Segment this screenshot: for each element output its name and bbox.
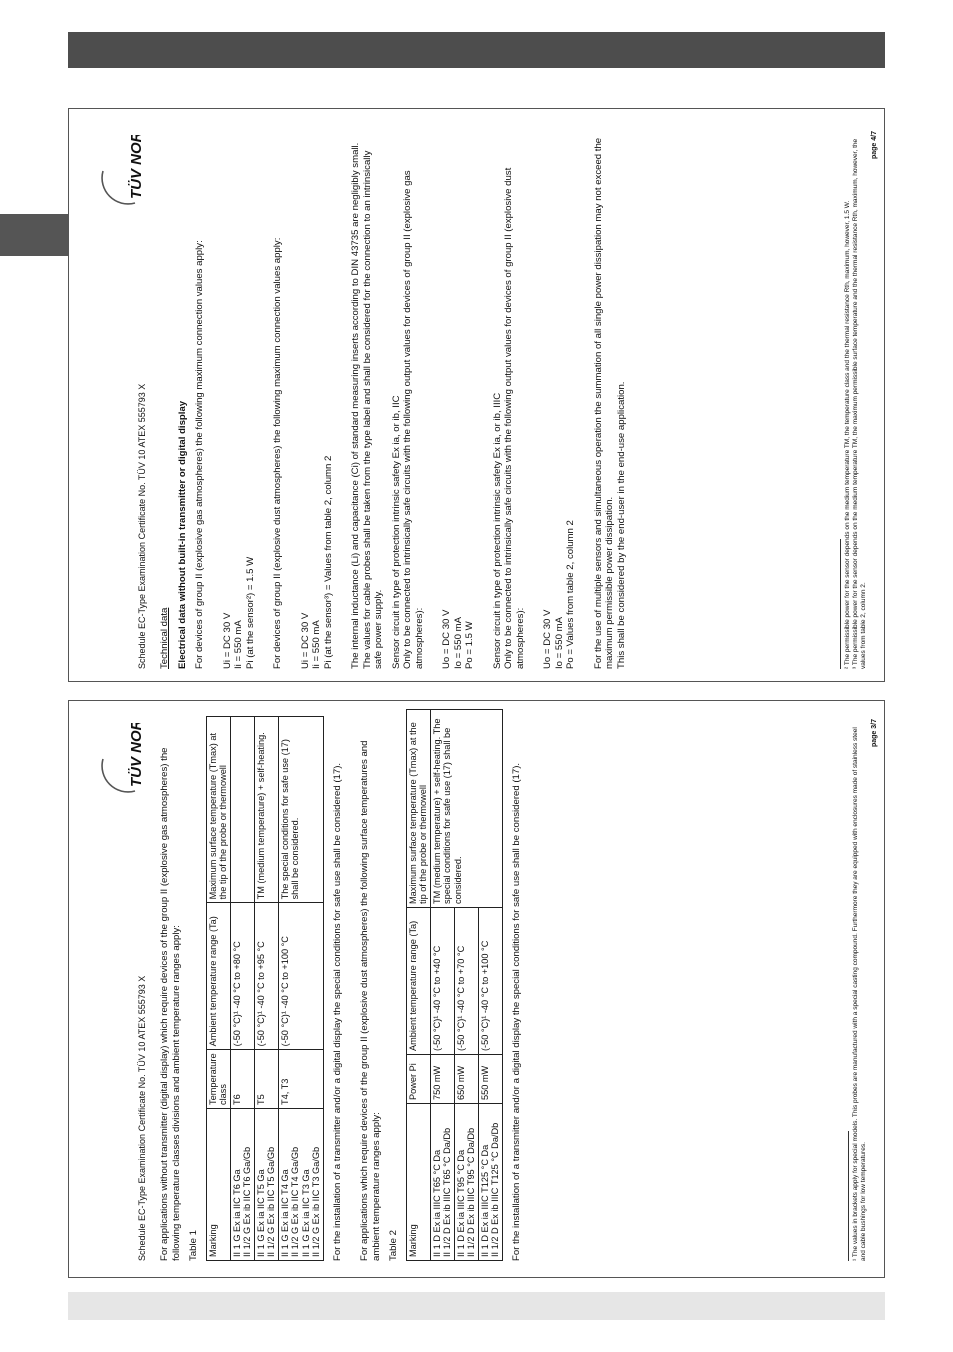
sensor-gas-value: Uo = DC 30 V: [441, 609, 452, 669]
marking-cell: II 1 G Ex ia IIC T5 Ga II 1/2 G Ex ib IIC T5 Ga/Gb: [254, 1109, 278, 1261]
certificate-number: Schedule EC-Type Examination Certificate No. TÜV 10 ATEX 555793 X: [137, 383, 147, 669]
temperature-class-cell: T5: [254, 1050, 278, 1109]
sensor-gas-value: Po = 1.5 W: [464, 621, 475, 669]
table-row: [430, 710, 454, 1261]
top-header-bar: [68, 32, 885, 68]
gas-value: Ii = 550 mA: [233, 620, 244, 669]
electrical-data-heading: Electrical data without built-in transmitter or digital display: [176, 400, 188, 669]
table-header-row: [406, 710, 430, 1261]
col-header-max-surface-temp: Maximum surface temperature (Tmax) at the tip of the probe or thermowell: [406, 710, 430, 908]
ambient-range-cell: (-50 °C)¹ -40 °C to +70 °C: [454, 908, 478, 1055]
max-surface-temp-cell: TM (medium temperature) + self-heating.: [254, 717, 278, 903]
ambient-range-cell: (-50 °C)¹ -40 °C to +100 °C: [478, 908, 502, 1055]
table-row: [254, 717, 278, 1261]
temperature-class-cell: T6: [230, 1050, 254, 1109]
table-1-title: Table 1: [188, 1230, 199, 1261]
page-number: page 3/7: [871, 719, 878, 748]
gas-value: Ui = DC 30 V: [221, 612, 233, 669]
dust-applications-intro: For applications which require devices of the group II (explosive dust atmospheres) the following surface temperatures and ambient temperature ranges apply:: [359, 740, 382, 1261]
max-surface-temp-cell: The special conditions for safe use (17) shall be considered.: [278, 717, 323, 903]
sensor-gas-text: Only to be connected to intrinsically safe circuits with the following output values for devices of group II (explosive gas atmospheres):: [402, 170, 425, 669]
logo-wordmark: TÜV NORD: [128, 723, 145, 787]
marking-cell: II 1 G Ex ia IIC T6 Ga II 1/2 G Ex ib IIC T6 Ga/Gb: [230, 1109, 254, 1261]
dust-intro: For devices of group II (explosive dust atmospheres) the following maximum connection values apply:: [272, 237, 283, 669]
side-tab-marker: [0, 214, 68, 256]
install-note-2: For the installation of a transmitter and/or a digital display the special conditions for safe use shall be considered (17).: [510, 762, 522, 1261]
tuv-nord-logo: [95, 723, 151, 803]
power-cell: 650 mW: [454, 1055, 478, 1104]
power-cell: 750 mW: [430, 1055, 454, 1104]
sensor-dust-value: Po = Values from table 2, column 2: [565, 520, 576, 669]
dust-value: Ii = 550 mA: [311, 620, 322, 669]
col-header-power: Power Pi: [406, 1055, 430, 1104]
col-header-ambient-range: Ambient temperature range (Ta): [406, 908, 430, 1055]
marking-cell: II 1 D Ex ia IIIC T95 °C Da II 1/2 D Ex ib IIIC T95 °C Da/Db: [454, 1104, 478, 1261]
max-surface-temp-cell: [230, 717, 254, 903]
gas-intro: For devices of group II (explosive gas atmospheres) the following maximum connection values apply:: [194, 240, 205, 669]
multi-sensor-note: This shall be considered by the end-user in the end-use application.: [615, 381, 627, 669]
certificate-number: Schedule EC-Type Examination Certificate No. TÜV 10 ATEX 555793 X: [137, 975, 147, 1261]
sensor-gas-heading: Sensor circuit in type of protection intrinsic safety Ex ia, or ib, IIC: [390, 395, 402, 669]
footnote-divider: [848, 1131, 849, 1261]
technical-data-heading: Technical data: [159, 607, 170, 669]
multi-sensor-paragraph: For the use of multiple sensors and simultaneous operation the summation of all single power dissipation may not exceed the maximum permissible power dissipation.: [592, 137, 615, 669]
inductance-paragraph: The internal inductance (Li) and capacitance (Ci) of standard measuring inserts according to DIN 43735 are negligibly small. The values for cable probes shall be taken from the type label and shall be considered for the connection to an intrinsically safe power supply.: [350, 142, 384, 669]
marking-cell: II 1 D Ex ia IIIC T65 °C Da II 1/2 D Ex ib IIIC T65 °C Da/Db: [430, 1104, 454, 1261]
table-header-row: [206, 717, 230, 1261]
page-4-footnotes: [840, 131, 868, 669]
certificate-page-4: [68, 108, 885, 682]
marking-cell: II 1 G Ex ia IIC T4 Ga II 1/2 G Ex ib IIC T4 Ga/Gb II 1 G Ex ia IIC T3 Ga II 1/2 G Ex ib IIC T3 Ga/Gb: [278, 1109, 323, 1261]
col-header-marking: Marking: [406, 1104, 430, 1261]
sensor-dust-value: Io = 550 mA: [553, 617, 565, 669]
col-header-ambient-range: Ambient temperature range (Ta): [206, 903, 230, 1050]
ambient-range-cell: (-50 °C)¹ -40 °C to +80 °C: [230, 903, 254, 1050]
table-2: [406, 709, 503, 1261]
footnote-divider: [840, 539, 841, 669]
temperature-class-cell: T4, T3: [278, 1050, 323, 1109]
sensor-gas-value: Io = 550 mA: [452, 617, 464, 669]
marking-cell: II 1 D Ex ia IIIC T125 °C Da II 1/2 D Ex ib IIIC T125 °C Da/Db: [478, 1104, 502, 1261]
page-number: page 4/7: [871, 131, 878, 160]
dust-value: Ui = DC 30 V: [299, 612, 311, 669]
footnote-1: ¹ The values in brackets apply for special models. This probes are manufactured with a special casting compound. Furthermore they are equipped with enclosures made of stainless steel and cable bushings for low temperatures.: [852, 727, 867, 1261]
table-1: [206, 716, 324, 1261]
install-note-1: For the installation of a transmitter and/or a digital display the special conditions for safe use shall be considered (17).: [331, 762, 343, 1261]
sensor-dust-value: Uo = DC 30 V: [542, 609, 553, 669]
ambient-range-cell: (-50 °C)¹ -40 °C to +100 °C: [278, 903, 323, 1050]
page-3-footnotes: [848, 719, 868, 1261]
gas-value: Pi (at the sensor²) = 1.5 W: [244, 556, 256, 669]
power-cell: 550 mW: [478, 1055, 502, 1104]
table-row: [230, 717, 254, 1261]
ambient-range-cell: (-50 °C)¹ -40 °C to +40 °C: [430, 908, 454, 1055]
gas-applications-intro: For applications without transmitter (digital display) which require devices of the group II (explosive gas atmospheres) the following temperature classes divisions and ambient temperature ranges apply:: [159, 747, 182, 1261]
tuv-nord-logo: [95, 135, 151, 215]
col-header-marking: Marking: [206, 1109, 230, 1261]
ambient-range-cell: (-50 °C)¹ -40 °C to +95 °C: [254, 903, 278, 1050]
table-row: [278, 717, 323, 1261]
col-header-temperature-class: Temperature class: [206, 1050, 230, 1109]
footnote-2: ² The permissible power for the sensor depends on the medium temperature TM, the temperature class and the thermal resistance Rth, maximum, however, 1.5 W.: [844, 200, 851, 669]
table-2-title: Table 2: [388, 1230, 399, 1261]
sensor-dust-heading: Sensor circuit in type of protection intrinsic safety Ex ia, or ib, IIIC: [491, 392, 503, 669]
page-3-content: [69, 701, 885, 1278]
logo-wordmark: TÜV NORD: [128, 135, 145, 199]
certificate-page-3: [68, 700, 885, 1278]
sensor-dust-text: Only to be connected to intrinsically safe circuits with the following output values for devices of group II (explosive dust atmospheres):: [503, 167, 526, 669]
footnote-3: ³ The permissible power for the sensor depends on the medium temperature TM, the maximum permissible surface temperature and the thermal resistance Rth, maximum, however, the values from table 2, column 2.: [852, 138, 867, 669]
max-surface-temp-cell: TM (medium temperature) + self-heating. The special conditions for safe use (17) shall be considered.: [430, 710, 502, 908]
page-4-content: [69, 109, 885, 682]
dust-value: Pi (at the sensor³) = Values from table 2, column 2: [322, 455, 334, 669]
bottom-footer-bar: [68, 1292, 885, 1320]
col-header-max-surface-temp: Maximum surface temperature (Tmax) at the tip of the probe or thermowell: [206, 717, 230, 903]
